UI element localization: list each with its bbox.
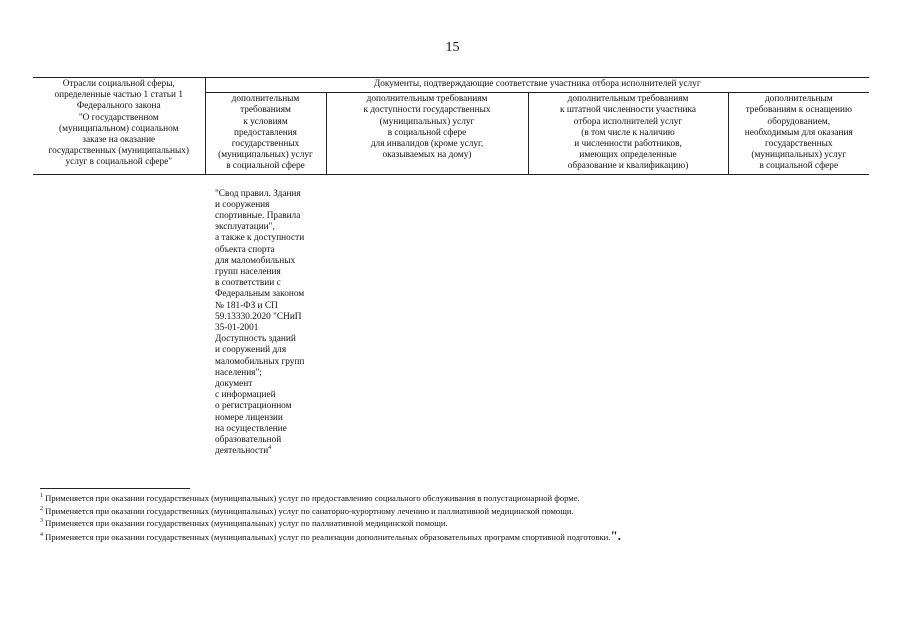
footnote-1	[40, 492, 880, 505]
footnote-number: 3	[40, 518, 43, 525]
page-number: 15	[445, 40, 460, 55]
footnote-text: Применяется при оказании государственных (муниципальных) услуг по паллиативной медицинской помощи.	[45, 518, 448, 529]
conditions-requirements-text: "Свод правил. Здания и сооружения спортивные. Правила эксплуатации", а также к доступности объекта спорта для маломобильных групп населения в соответствии с Федеральным законом № 181-ФЗ и СП 59.13330.2020 "СНиП 35-01-2001 Доступность зданий и сооружений для маломобильных групп населения"; документ с информацией о регистрационном номере лицензии на осуществление образовательной деятельности	[215, 188, 305, 457]
accessibility-requirements-header: дополнительным требованиям к доступности государственных (муниципальных) услуг в социальной сфере для инвалидов (кроме услуг, оказываемых на дому)	[326, 93, 528, 174]
staffing-requirements-cell	[528, 174, 728, 457]
closing-quote-mark: ".	[610, 527, 621, 543]
footnote-number: 1	[40, 493, 43, 500]
footnote-2	[40, 505, 880, 518]
footnote-reference: 4	[268, 445, 272, 452]
footnote-text: Применяется при оказании государственных (муниципальных) услуг по санаторно-курортному лечению и паллиативной медицинской помощи.	[45, 505, 574, 516]
footnotes	[40, 492, 880, 543]
documents-table	[33, 77, 869, 458]
equipment-requirements-cell	[728, 174, 869, 457]
footnote-separator	[40, 488, 190, 489]
footnote-text: Применяется при оказании государственных (муниципальных) услуг по реализации дополнительных образовательных программ спортивной подготовки.	[45, 531, 611, 542]
footnote-text: Применяется при оказании государственных (муниципальных) услуг по предоставлению социального обслуживания в полустационарной форме.	[45, 493, 580, 503]
accessibility-requirements-cell	[326, 174, 528, 457]
sector-column-header: Отрасли социальной сферы, определенные частью 1 статьи 1 Федерального закона "О государственном (муниципальном) социальном заказе на оказание государственных (муниципальных) услуг в социальной сфере"	[33, 78, 205, 175]
documents-group-header: Документы, подтверждающие соответствие участника отбора исполнителей услуг	[205, 78, 869, 93]
conditions-requirements-header: дополнительным требованиям к условиям предоставления государственных (муниципальных) услуг в социальной сфере	[205, 93, 326, 174]
conditions-requirements-cell	[205, 174, 326, 457]
sector-cell	[33, 174, 205, 457]
table-row	[33, 174, 869, 457]
staffing-requirements-header: дополнительным требованиям к штатной численности участника отбора исполнителей услуг (в том числе к наличию и численности работников, имеющих определенные образование и квалификацию)	[528, 93, 728, 174]
footnote-number: 2	[40, 505, 43, 512]
equipment-requirements-header: дополнительным требованиям к оснащению оборудованием, необходимым для оказания государственных (муниципальных) услуг в социальной сфере	[728, 93, 869, 174]
footnote-4	[40, 527, 880, 544]
footnote-3	[40, 517, 880, 530]
footnote-number: 4	[40, 531, 43, 538]
